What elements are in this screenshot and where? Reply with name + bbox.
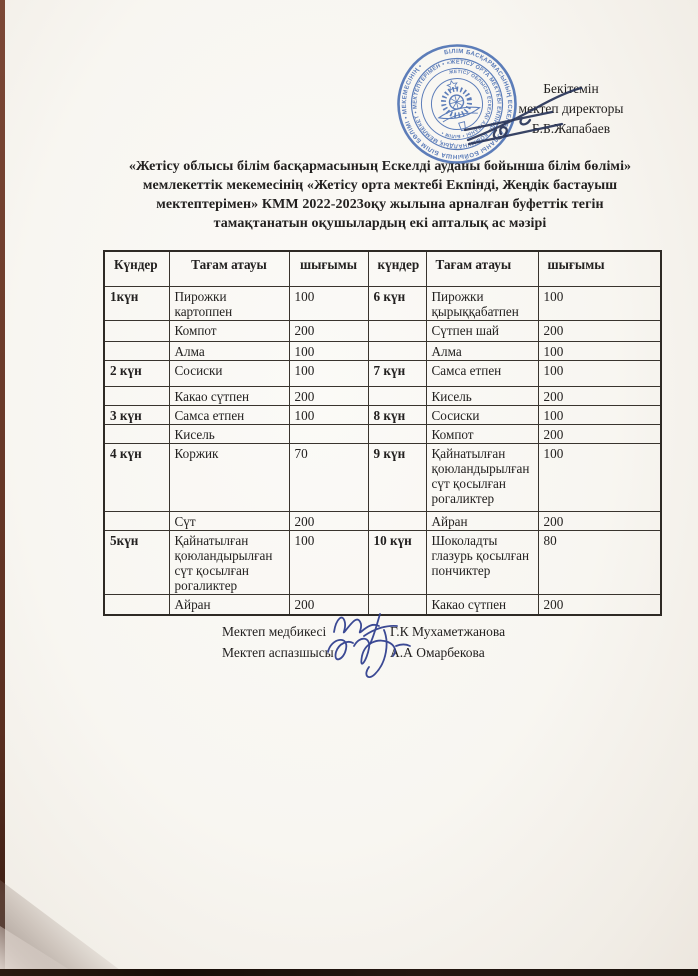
table-row [104,341,661,360]
output-cell: 70 [289,443,368,511]
cook-signature [320,624,420,686]
meal-cell: Какао сүтпен [426,594,538,615]
meal-cell: Алма [426,341,538,360]
day-cell [104,341,169,360]
header-days-right: күндер [368,251,426,286]
output-cell: 200 [289,320,368,341]
meal-cell: Сосиски [169,360,289,386]
director-signature [462,84,587,150]
table-row [104,424,661,443]
day-cell [368,424,426,443]
title-line: «Жетісу облысы білім басқармасының Ескелді ауданы бойынша білім бөлімі» [128,159,632,174]
meal-cell: Айран [426,511,538,530]
meal-cell: Компот [169,320,289,341]
title-line: мектептерімен» КММ 2022-2023оқу жылына арналған буфеттік тегін [156,197,604,212]
meal-cell: Айран [169,594,289,615]
table-row [104,511,661,530]
day-cell: 1күн [104,286,169,320]
menu-table [103,250,662,616]
output-cell: 100 [289,530,368,594]
signatory-name: Г.К Мухаметжанова [390,624,506,639]
meal-cell: Қайнатылған қоюландырылған сүт қосылған рогаликтер [426,443,538,511]
table-row [104,320,661,341]
day-cell [104,386,169,405]
header-days-left: Күндер [104,251,169,286]
signatory-role: Мектеп медбикесі [222,624,327,639]
day-cell: 8 күн [368,405,426,424]
day-cell: 6 күн [368,286,426,320]
output-cell [289,424,368,443]
output-cell: 100 [538,443,661,511]
meal-cell: Коржик [169,443,289,511]
day-cell: 3 күн [104,405,169,424]
output-cell: 100 [289,286,368,320]
header-output-right: шығымы [538,251,661,286]
meal-cell: Алма [169,341,289,360]
output-cell: 200 [538,594,661,615]
meal-cell: Сүт [169,511,289,530]
table-row [104,360,661,386]
day-cell [368,320,426,341]
day-cell [368,386,426,405]
meal-cell: Пирожки картоппен [169,286,289,320]
title-line: тамақтанатын оқушылардың екі апталық ас мәзірі [213,216,547,231]
header-output-left: шығымы [289,251,368,286]
meal-cell: Кисель [169,424,289,443]
day-cell [368,341,426,360]
table-row [104,386,661,405]
output-cell: 100 [538,360,661,386]
output-cell: 200 [538,424,661,443]
day-cell: 4 күн [104,443,169,511]
scan-left-edge [0,0,5,976]
document-title [60,157,698,233]
day-cell: 5күн [104,530,169,594]
output-cell: 200 [289,511,368,530]
meal-cell: Какао сүтпен [169,386,289,405]
day-cell [104,424,169,443]
output-cell: 200 [538,386,661,405]
meal-cell: Шоколадты глазурь қосылған пончиктер [426,530,538,594]
day-cell [104,320,169,341]
stamp-middle-text: «ЖЕТІСУ ОРТА МЕКТЕБІ ЕКПІНДІ» КОММУНАЛДЫҚ МЕМЛЕКЕТ • МЕКТЕПТЕРІМЕН • [412,59,502,149]
day-cell: 7 күн [368,360,426,386]
header-meal-left: Тағам атауы [169,251,289,286]
output-cell: 200 [538,320,661,341]
output-cell: 200 [538,511,661,530]
meal-cell: Пирожки қырыққабатпен [426,286,538,320]
meal-cell: Самса етпен [169,405,289,424]
signatory-role: Мектеп аспазшысы [222,645,334,660]
meal-cell: Қайнатылған қоюландырылған сүт қосылған рогаликтер [169,530,289,594]
output-cell: 200 [289,386,368,405]
signatory-name: А.А Омарбекова [390,645,485,660]
output-cell: 80 [538,530,661,594]
table-row [104,530,661,594]
output-cell: 100 [289,341,368,360]
output-cell: 100 [289,405,368,424]
approval-label: Бекітемін [543,81,599,96]
table-row [104,405,661,424]
scan-bottom-edge [0,969,698,976]
output-cell: 100 [538,341,661,360]
meal-cell: Сосиски [426,405,538,424]
output-cell: 100 [289,360,368,386]
output-cell: 100 [538,286,661,320]
day-cell [104,511,169,530]
meal-cell: Самса етпен [426,360,538,386]
stamp-inner-text: ЖЕТІСУ ОБЛЫСЫ ЕСКЕЛДІ АУДАНЫ • БІЛІМ • [440,69,492,139]
header-meal-right: Тағам атауы [426,251,538,286]
output-cell: 200 [289,594,368,615]
meal-cell: Кисель [426,386,538,405]
day-cell [368,511,426,530]
day-cell [104,594,169,615]
day-cell: 9 күн [368,443,426,511]
table-row [104,286,661,320]
table-header-row [104,251,661,286]
approval-role: мектеп директоры [518,101,624,116]
meal-cell: Компот [426,424,538,443]
stamp-outer-text: БІЛІМ БАСҚАРМАСЫНЫҢ ЕСКЕЛДІ АУДАНЫ БОЙЫНША БІЛІМ БӨЛІМІ • МЕКЕМЕСІНІҢ • [400,47,514,161]
day-cell: 2 күн [104,360,169,386]
day-cell: 10 күн [368,530,426,594]
meal-cell: Сүтпен шай [426,320,538,341]
table-row [104,443,661,511]
approval-name: Б.Б.Жапабаев [531,121,611,136]
title-line: мемлекеттік мекемесінің «Жетісу орта мектебі Екпінді, Жеңдік бастауыш [142,178,618,193]
output-cell: 100 [538,405,661,424]
